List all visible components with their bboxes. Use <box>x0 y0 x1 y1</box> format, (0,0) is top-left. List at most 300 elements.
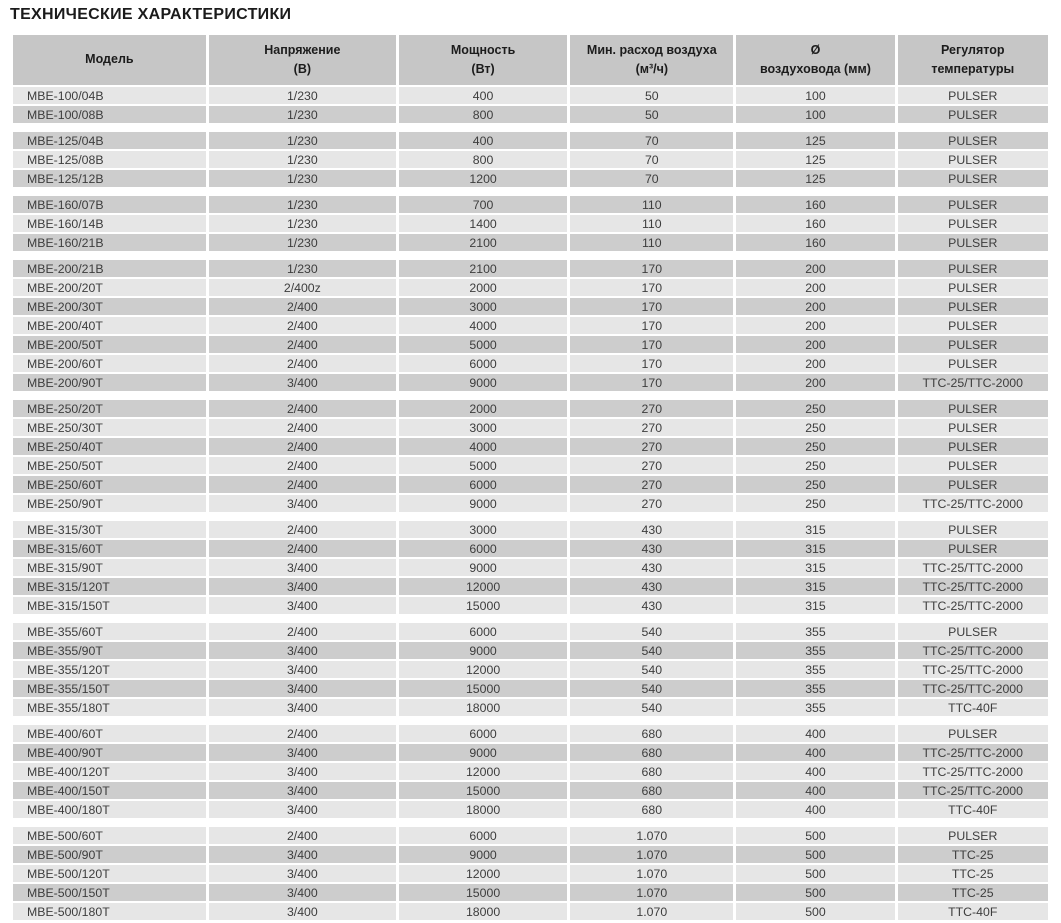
group-separator-cell <box>13 820 1048 825</box>
power-cell: 15000 <box>399 680 567 697</box>
regulator-cell: PULSER <box>898 87 1049 104</box>
diameter-cell: 400 <box>736 725 894 742</box>
diameter-cell: 100 <box>736 106 894 123</box>
table-row <box>13 196 1048 213</box>
airflow-cell: 50 <box>570 106 733 123</box>
airflow-cell: 540 <box>570 699 733 716</box>
voltage-cell: 2/400 <box>209 438 396 455</box>
model-cell: MBE-100/04B <box>13 87 206 104</box>
voltage-cell: 2/400 <box>209 355 396 372</box>
spec-table-body <box>13 87 1048 920</box>
table-row <box>13 400 1048 417</box>
airflow-cell: 540 <box>570 680 733 697</box>
voltage-cell: 2/400z <box>209 279 396 296</box>
column-header-voltage <box>209 35 396 85</box>
regulator-cell: TTC-25/TTC-2000 <box>898 661 1049 678</box>
power-cell: 800 <box>399 106 567 123</box>
diameter-cell: 500 <box>736 827 894 844</box>
table-row <box>13 438 1048 455</box>
model-cell: MBE-400/60T <box>13 725 206 742</box>
model-cell: MBE-200/90T <box>13 374 206 391</box>
table-row <box>13 865 1048 882</box>
diameter-cell: 200 <box>736 298 894 315</box>
voltage-cell: 3/400 <box>209 763 396 780</box>
diameter-cell: 355 <box>736 642 894 659</box>
table-row <box>13 884 1048 901</box>
power-cell: 9000 <box>399 744 567 761</box>
power-cell: 6000 <box>399 827 567 844</box>
table-row <box>13 623 1048 640</box>
table-row <box>13 151 1048 168</box>
model-cell: MBE-250/60T <box>13 476 206 493</box>
model-cell: MBE-160/07B <box>13 196 206 213</box>
group-separator <box>13 718 1048 723</box>
regulator-cell: PULSER <box>898 476 1049 493</box>
model-cell: MBE-250/20T <box>13 400 206 417</box>
power-cell: 15000 <box>399 782 567 799</box>
power-cell: 3000 <box>399 419 567 436</box>
airflow-cell: 430 <box>570 559 733 576</box>
regulator-cell: PULSER <box>898 132 1049 149</box>
voltage-cell: 2/400 <box>209 400 396 417</box>
model-cell: MBE-355/60T <box>13 623 206 640</box>
airflow-cell: 540 <box>570 623 733 640</box>
voltage-cell: 2/400 <box>209 457 396 474</box>
airflow-cell: 1.070 <box>570 827 733 844</box>
model-cell: MBE-315/120T <box>13 578 206 595</box>
column-header-diameter <box>736 35 894 85</box>
airflow-cell: 680 <box>570 801 733 818</box>
airflow-cell: 270 <box>570 438 733 455</box>
table-row <box>13 298 1048 315</box>
group-separator <box>13 189 1048 194</box>
diameter-cell: 100 <box>736 87 894 104</box>
model-cell: MBE-315/30T <box>13 521 206 538</box>
diameter-cell: 200 <box>736 260 894 277</box>
voltage-cell: 3/400 <box>209 744 396 761</box>
diameter-cell: 400 <box>736 744 894 761</box>
voltage-cell: 2/400 <box>209 540 396 557</box>
model-cell: MBE-500/90T <box>13 846 206 863</box>
model-cell: MBE-200/30T <box>13 298 206 315</box>
voltage-cell: 1/230 <box>209 196 396 213</box>
table-row <box>13 763 1048 780</box>
regulator-cell: TTC-25/TTC-2000 <box>898 597 1049 614</box>
group-separator <box>13 125 1048 130</box>
diameter-cell: 355 <box>736 661 894 678</box>
model-cell: MBE-400/90T <box>13 744 206 761</box>
table-row <box>13 680 1048 697</box>
airflow-cell: 170 <box>570 260 733 277</box>
voltage-cell: 2/400 <box>209 298 396 315</box>
model-cell: MBE-355/90T <box>13 642 206 659</box>
diameter-cell: 355 <box>736 623 894 640</box>
column-header-line1: Модель <box>85 52 134 67</box>
model-cell: MBE-250/90T <box>13 495 206 512</box>
power-cell: 18000 <box>399 801 567 818</box>
airflow-cell: 1.070 <box>570 884 733 901</box>
column-header-power <box>399 35 567 85</box>
power-cell: 15000 <box>399 597 567 614</box>
power-cell: 15000 <box>399 884 567 901</box>
model-cell: MBE-500/180T <box>13 903 206 920</box>
power-cell: 400 <box>399 87 567 104</box>
regulator-cell: PULSER <box>898 419 1049 436</box>
table-row <box>13 801 1048 818</box>
column-header-line2: (В) <box>293 62 312 76</box>
regulator-cell: PULSER <box>898 215 1049 232</box>
power-cell: 2100 <box>399 260 567 277</box>
power-cell: 3000 <box>399 298 567 315</box>
column-header-line2: (м³/ч) <box>635 62 669 76</box>
power-cell: 2100 <box>399 234 567 251</box>
diameter-cell: 250 <box>736 419 894 436</box>
model-cell: MBE-500/120T <box>13 865 206 882</box>
power-cell: 6000 <box>399 355 567 372</box>
diameter-cell: 500 <box>736 846 894 863</box>
power-cell: 9000 <box>399 846 567 863</box>
power-cell: 9000 <box>399 374 567 391</box>
airflow-cell: 170 <box>570 279 733 296</box>
table-row <box>13 846 1048 863</box>
diameter-cell: 160 <box>736 196 894 213</box>
group-separator-cell <box>13 718 1048 723</box>
regulator-cell: TTC-25/TTC-2000 <box>898 763 1049 780</box>
airflow-cell: 50 <box>570 87 733 104</box>
group-separator <box>13 820 1048 825</box>
airflow-cell: 170 <box>570 336 733 353</box>
regulator-cell: PULSER <box>898 400 1049 417</box>
regulator-cell: PULSER <box>898 298 1049 315</box>
model-cell: MBE-200/20T <box>13 279 206 296</box>
column-header-model <box>13 35 206 85</box>
table-row <box>13 559 1048 576</box>
airflow-cell: 270 <box>570 419 733 436</box>
regulator-cell: TTC-25 <box>898 884 1049 901</box>
model-cell: MBE-355/180T <box>13 699 206 716</box>
column-header-line1: Ø <box>810 42 821 57</box>
power-cell: 6000 <box>399 623 567 640</box>
airflow-cell: 70 <box>570 170 733 187</box>
column-header-line1: Мощность <box>450 42 516 57</box>
regulator-cell: TTC-40F <box>898 699 1049 716</box>
regulator-cell: PULSER <box>898 623 1049 640</box>
diameter-cell: 125 <box>736 132 894 149</box>
voltage-cell: 3/400 <box>209 374 396 391</box>
voltage-cell: 2/400 <box>209 419 396 436</box>
group-separator-cell <box>13 616 1048 621</box>
voltage-cell: 3/400 <box>209 884 396 901</box>
table-row <box>13 234 1048 251</box>
airflow-cell: 170 <box>570 298 733 315</box>
voltage-cell: 3/400 <box>209 801 396 818</box>
voltage-cell: 1/230 <box>209 151 396 168</box>
regulator-cell: PULSER <box>898 151 1049 168</box>
table-row <box>13 782 1048 799</box>
table-row <box>13 699 1048 716</box>
column-header-line1: Регулятор <box>941 42 1005 57</box>
voltage-cell: 1/230 <box>209 260 396 277</box>
voltage-cell: 1/230 <box>209 234 396 251</box>
voltage-cell: 2/400 <box>209 476 396 493</box>
airflow-cell: 1.070 <box>570 903 733 920</box>
table-row <box>13 725 1048 742</box>
regulator-cell: PULSER <box>898 540 1049 557</box>
spec-table <box>10 33 1051 922</box>
model-cell: MBE-400/180T <box>13 801 206 818</box>
power-cell: 9000 <box>399 559 567 576</box>
voltage-cell: 3/400 <box>209 865 396 882</box>
table-row <box>13 744 1048 761</box>
table-row <box>13 597 1048 614</box>
model-cell: MBE-355/120T <box>13 661 206 678</box>
header-row <box>13 35 1048 85</box>
diameter-cell: 125 <box>736 170 894 187</box>
model-cell: MBE-100/08B <box>13 106 206 123</box>
voltage-cell: 3/400 <box>209 578 396 595</box>
power-cell: 4000 <box>399 438 567 455</box>
model-cell: MBE-355/150T <box>13 680 206 697</box>
airflow-cell: 430 <box>570 578 733 595</box>
voltage-cell: 3/400 <box>209 495 396 512</box>
voltage-cell: 1/230 <box>209 132 396 149</box>
diameter-cell: 250 <box>736 476 894 493</box>
table-row <box>13 495 1048 512</box>
voltage-cell: 2/400 <box>209 623 396 640</box>
model-cell: MBE-315/90T <box>13 559 206 576</box>
airflow-cell: 70 <box>570 132 733 149</box>
regulator-cell: PULSER <box>898 234 1049 251</box>
airflow-cell: 540 <box>570 642 733 659</box>
model-cell: MBE-250/40T <box>13 438 206 455</box>
regulator-cell: PULSER <box>898 170 1049 187</box>
airflow-cell: 270 <box>570 476 733 493</box>
power-cell: 6000 <box>399 725 567 742</box>
table-row <box>13 903 1048 920</box>
airflow-cell: 430 <box>570 597 733 614</box>
model-cell: MBE-200/21B <box>13 260 206 277</box>
power-cell: 700 <box>399 196 567 213</box>
voltage-cell: 3/400 <box>209 699 396 716</box>
diameter-cell: 400 <box>736 763 894 780</box>
power-cell: 4000 <box>399 317 567 334</box>
table-row <box>13 827 1048 844</box>
regulator-cell: PULSER <box>898 196 1049 213</box>
airflow-cell: 170 <box>570 355 733 372</box>
column-header-line1: Мин. расход воздуха <box>586 42 717 57</box>
diameter-cell: 500 <box>736 903 894 920</box>
group-separator-cell <box>13 125 1048 130</box>
voltage-cell: 1/230 <box>209 87 396 104</box>
table-row <box>13 317 1048 334</box>
power-cell: 5000 <box>399 336 567 353</box>
airflow-cell: 270 <box>570 457 733 474</box>
diameter-cell: 400 <box>736 801 894 818</box>
group-separator-cell <box>13 189 1048 194</box>
airflow-cell: 680 <box>570 744 733 761</box>
model-cell: MBE-400/150T <box>13 782 206 799</box>
diameter-cell: 315 <box>736 597 894 614</box>
power-cell: 2000 <box>399 279 567 296</box>
power-cell: 6000 <box>399 476 567 493</box>
power-cell: 1400 <box>399 215 567 232</box>
diameter-cell: 355 <box>736 699 894 716</box>
table-row <box>13 355 1048 372</box>
table-row <box>13 521 1048 538</box>
model-cell: MBE-400/120T <box>13 763 206 780</box>
regulator-cell: TTC-25/TTC-2000 <box>898 578 1049 595</box>
power-cell: 400 <box>399 132 567 149</box>
table-row <box>13 457 1048 474</box>
regulator-cell: TTC-25/TTC-2000 <box>898 495 1049 512</box>
voltage-cell: 1/230 <box>209 170 396 187</box>
group-separator <box>13 393 1048 398</box>
regulator-cell: TTC-25/TTC-2000 <box>898 642 1049 659</box>
regulator-cell: PULSER <box>898 260 1049 277</box>
column-header-regulator <box>898 35 1049 85</box>
regulator-cell: PULSER <box>898 521 1049 538</box>
diameter-cell: 250 <box>736 438 894 455</box>
power-cell: 3000 <box>399 521 567 538</box>
model-cell: MBE-200/50T <box>13 336 206 353</box>
group-separator <box>13 253 1048 258</box>
model-cell: MBE-315/150T <box>13 597 206 614</box>
group-separator-cell <box>13 393 1048 398</box>
power-cell: 12000 <box>399 578 567 595</box>
column-header-line2: воздуховода (мм) <box>760 62 871 76</box>
regulator-cell: TTC-40F <box>898 801 1049 818</box>
model-cell: MBE-160/14B <box>13 215 206 232</box>
model-cell: MBE-125/08B <box>13 151 206 168</box>
diameter-cell: 200 <box>736 374 894 391</box>
group-separator-cell <box>13 514 1048 519</box>
regulator-cell: PULSER <box>898 106 1049 123</box>
airflow-cell: 110 <box>570 215 733 232</box>
diameter-cell: 500 <box>736 884 894 901</box>
diameter-cell: 200 <box>736 279 894 296</box>
column-header-airflow <box>570 35 733 85</box>
voltage-cell: 1/230 <box>209 215 396 232</box>
regulator-cell: PULSER <box>898 827 1049 844</box>
voltage-cell: 2/400 <box>209 336 396 353</box>
voltage-cell: 3/400 <box>209 661 396 678</box>
voltage-cell: 2/400 <box>209 827 396 844</box>
airflow-cell: 680 <box>570 725 733 742</box>
regulator-cell: TTC-25/TTC-2000 <box>898 744 1049 761</box>
regulator-cell: TTC-25 <box>898 865 1049 882</box>
voltage-cell: 3/400 <box>209 903 396 920</box>
diameter-cell: 160 <box>736 215 894 232</box>
column-header-line2: температуры <box>931 62 1015 76</box>
table-row <box>13 336 1048 353</box>
airflow-cell: 110 <box>570 196 733 213</box>
airflow-cell: 680 <box>570 782 733 799</box>
voltage-cell: 3/400 <box>209 559 396 576</box>
group-separator-cell <box>13 253 1048 258</box>
diameter-cell: 355 <box>736 680 894 697</box>
regulator-cell: TTC-40F <box>898 903 1049 920</box>
model-cell: MBE-315/60T <box>13 540 206 557</box>
diameter-cell: 200 <box>736 336 894 353</box>
diameter-cell: 500 <box>736 865 894 882</box>
table-row <box>13 106 1048 123</box>
table-row <box>13 215 1048 232</box>
model-cell: MBE-125/04B <box>13 132 206 149</box>
power-cell: 12000 <box>399 865 567 882</box>
voltage-cell: 3/400 <box>209 782 396 799</box>
regulator-cell: PULSER <box>898 279 1049 296</box>
model-cell: MBE-250/50T <box>13 457 206 474</box>
table-row <box>13 476 1048 493</box>
power-cell: 6000 <box>399 540 567 557</box>
column-header-line2: (Вт) <box>471 62 495 76</box>
regulator-cell: PULSER <box>898 457 1049 474</box>
table-row <box>13 87 1048 104</box>
airflow-cell: 170 <box>570 317 733 334</box>
regulator-cell: PULSER <box>898 317 1049 334</box>
diameter-cell: 250 <box>736 495 894 512</box>
table-row <box>13 260 1048 277</box>
regulator-cell: TTC-25 <box>898 846 1049 863</box>
airflow-cell: 110 <box>570 234 733 251</box>
model-cell: MBE-250/30T <box>13 419 206 436</box>
voltage-cell: 2/400 <box>209 317 396 334</box>
diameter-cell: 125 <box>736 151 894 168</box>
airflow-cell: 680 <box>570 763 733 780</box>
group-separator <box>13 514 1048 519</box>
airflow-cell: 430 <box>570 540 733 557</box>
table-row <box>13 170 1048 187</box>
diameter-cell: 200 <box>736 355 894 372</box>
regulator-cell: TTC-25/TTC-2000 <box>898 374 1049 391</box>
diameter-cell: 250 <box>736 457 894 474</box>
table-row <box>13 540 1048 557</box>
power-cell: 2000 <box>399 400 567 417</box>
table-row <box>13 661 1048 678</box>
model-cell: MBE-500/150T <box>13 884 206 901</box>
regulator-cell: PULSER <box>898 336 1049 353</box>
airflow-cell: 270 <box>570 400 733 417</box>
column-header-line1: Напряжение <box>264 42 341 57</box>
table-row <box>13 419 1048 436</box>
regulator-cell: TTC-25/TTC-2000 <box>898 680 1049 697</box>
airflow-cell: 540 <box>570 661 733 678</box>
table-row <box>13 279 1048 296</box>
power-cell: 5000 <box>399 457 567 474</box>
table-row <box>13 578 1048 595</box>
regulator-cell: TTC-25/TTC-2000 <box>898 559 1049 576</box>
model-cell: MBE-125/12B <box>13 170 206 187</box>
voltage-cell: 2/400 <box>209 521 396 538</box>
diameter-cell: 400 <box>736 782 894 799</box>
voltage-cell: 3/400 <box>209 597 396 614</box>
group-separator <box>13 616 1048 621</box>
airflow-cell: 170 <box>570 374 733 391</box>
spec-table-header <box>13 35 1048 85</box>
regulator-cell: PULSER <box>898 725 1049 742</box>
diameter-cell: 315 <box>736 578 894 595</box>
power-cell: 1200 <box>399 170 567 187</box>
power-cell: 9000 <box>399 495 567 512</box>
voltage-cell: 3/400 <box>209 642 396 659</box>
airflow-cell: 1.070 <box>570 865 733 882</box>
power-cell: 800 <box>399 151 567 168</box>
model-cell: MBE-160/21B <box>13 234 206 251</box>
model-cell: MBE-200/40T <box>13 317 206 334</box>
airflow-cell: 70 <box>570 151 733 168</box>
table-row <box>13 642 1048 659</box>
airflow-cell: 430 <box>570 521 733 538</box>
